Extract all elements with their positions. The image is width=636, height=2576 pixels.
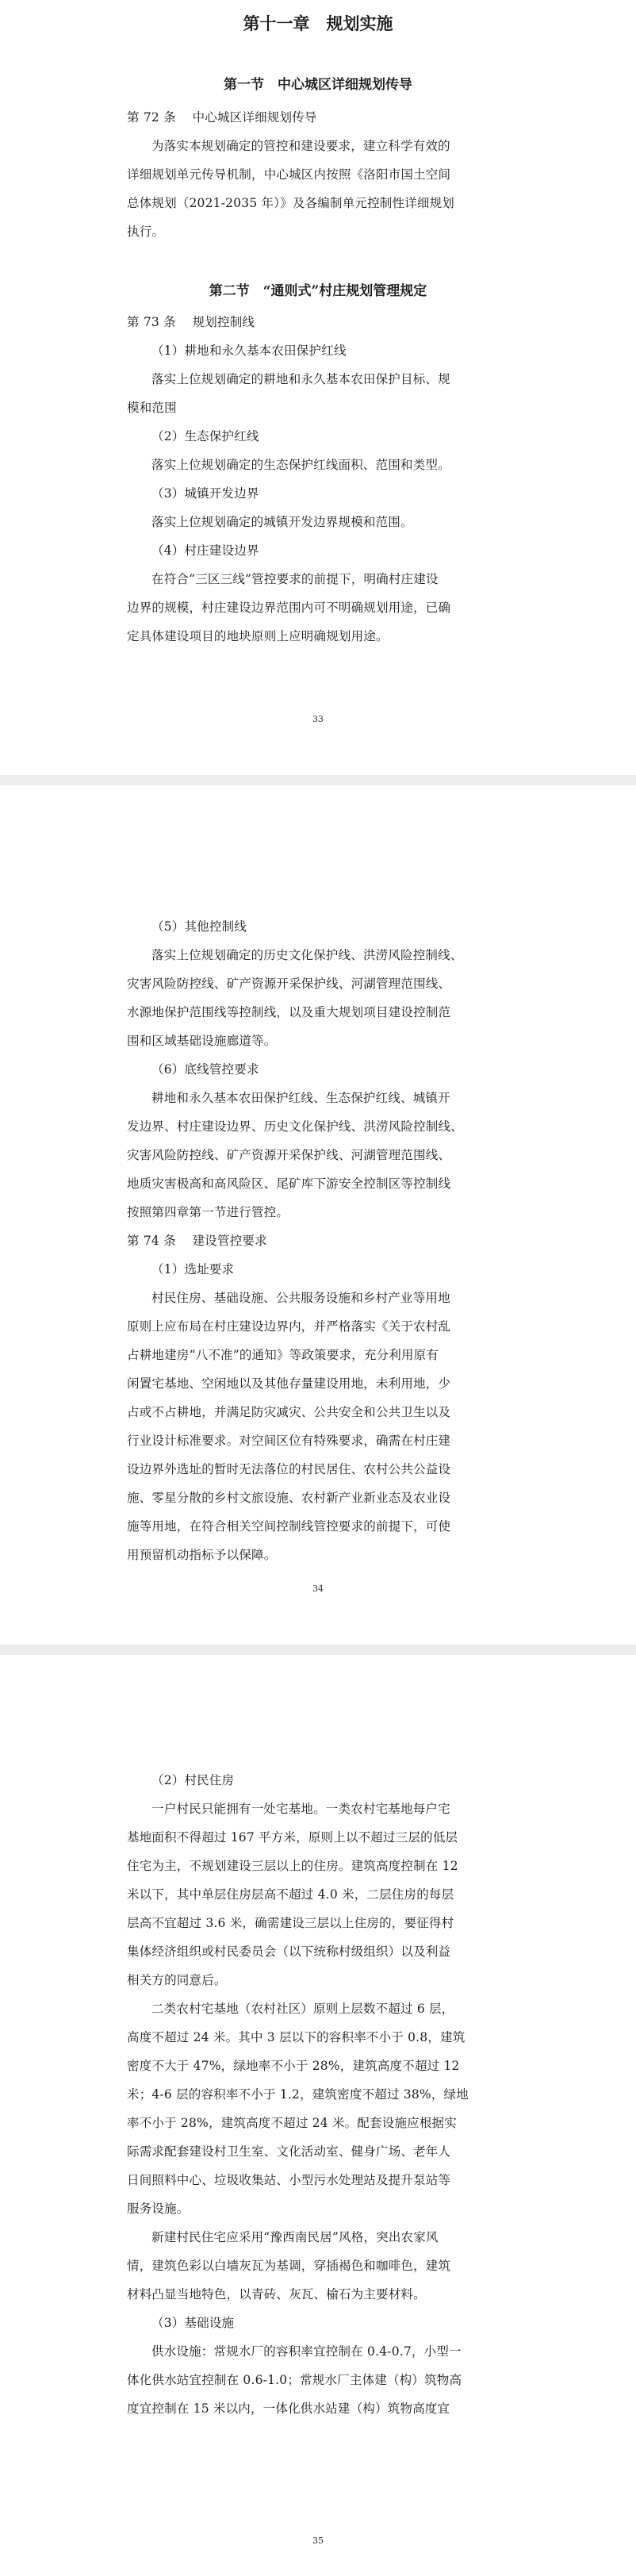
- paragraph-line: 日间照料中心、垃圾收集站、小型污水处理站及提升泵站等: [127, 2173, 451, 2187]
- paragraph-line: 度宜控制在 15 米以内，一体化供水站建（构）筑物高度宜: [127, 2401, 450, 2416]
- paragraph-line: 落实上位规划确定的耕地和永久基本农田保护目标、规: [151, 372, 450, 386]
- paragraph-line: 水源地保护范围线等控制线，以及重大规划项目建设控制范: [127, 1005, 451, 1019]
- paragraph-line: 行业设计标准要求。对空间区位有特殊要求，确需在村庄建: [127, 1434, 451, 1448]
- paragraph-line: 为落实本规划确定的管控和建设要求，建立科学有效的: [151, 139, 450, 153]
- paragraph-line: 体化供水站宜控制在 0.6-1.0；常规水厂主体建（构）筑物高: [127, 2373, 462, 2387]
- document-page-33: [0, 0, 636, 775]
- paragraph-line: 占或不占耕地，并满足防灾减灾、公共安全和公共卫生以及: [127, 1405, 451, 1419]
- paragraph-line: 层高不宜超过 3.6 米，确需建设三层以上住房的，要征得村: [127, 1916, 454, 1930]
- paragraph-line: 耕地和永久基本农田保护红线、生态保护红线、城镇开: [151, 1091, 450, 1105]
- paragraph-line: 闲置宅基地、空闲地以及其他存量建设用地，未利用地，少: [127, 1376, 451, 1391]
- page2-body: [127, 912, 523, 1569]
- paragraph-line: 灾害风险防控线、矿产资源开采保护线、河湖管理范围线、: [127, 1148, 451, 1162]
- paragraph-line: 围和区域基础设施廊道等。: [127, 1034, 277, 1048]
- article-heading-73: 第 73 条 规划控制线: [127, 315, 255, 329]
- paragraph-line: 设边界外选址的暂时无法落位的村民居住、农村公共公益设: [127, 1462, 451, 1476]
- paragraph-line: 米；4-6 层的容积率不小于 1.2，建筑密度不超过 38%，绿地: [127, 2087, 469, 2102]
- paragraph-line: 施、零星分散的乡村文旅设施、农村新产业新业态及农业设: [127, 1491, 451, 1505]
- document-page-34: [0, 785, 636, 1645]
- paragraph-line: 米以下，其中单层住房层高不超过 4.0 米，二层住房的每层: [127, 1887, 454, 1902]
- paragraph-line: 在符合“三区三线”管控要求的前提下，明确村庄建设: [151, 572, 439, 586]
- paragraph-line: 详细规划单元传导机制，中心城区内按照《洛阳市国土空间: [127, 167, 451, 182]
- item-heading: （2）村民住房: [151, 1773, 235, 1787]
- page-number: 34: [312, 1584, 324, 1594]
- paragraph-line: 材料凸显当地特色，以青砖、灰瓦、榆石为主要材料。: [127, 2287, 426, 2302]
- item-heading: （3）城镇开发边界: [151, 486, 259, 501]
- paragraph-line: 占耕地建房“八不准”的通知》等政策要求，充分利用原有: [127, 1348, 439, 1362]
- paragraph-line: 村民住房、基础设施、公共服务设施和乡村产业等用地: [151, 1291, 450, 1305]
- item-heading: （3）基础设施: [151, 2316, 235, 2330]
- paragraph-line: 集体经济组织或村民委员会（以下统称村级组织）以及利益: [127, 1944, 451, 1959]
- paragraph-line: 服务设施。: [127, 2202, 190, 2216]
- paragraph-line: 灾害风险防控线、矿产资源开采保护线、河湖管理范围线、: [127, 977, 451, 991]
- paragraph-line: 发边界、村庄建设边界、历史文化保护线、洪涝风险控制线、: [127, 1119, 463, 1134]
- paragraph-line: 情，建筑色彩以白墙灰瓦为基调，穿插褐色和咖啡色，建筑: [127, 2259, 451, 2273]
- paragraph-line: 供水设施：常规水厂的容积率宜控制在 0.4-0.7，小型一: [151, 2344, 462, 2359]
- paragraph-line: 落实上位规划确定的历史文化保护线、洪涝风险控制线、: [151, 948, 463, 962]
- page1-body-2: [127, 308, 523, 651]
- paragraph-line: 新建村民住宅应采用“豫西南民居”风格，突出农家风: [151, 2230, 439, 2244]
- item-heading: （2）生态保护红线: [151, 429, 259, 443]
- paragraph-line: 边界的规模，村庄建设边界范围内可不明确规划用途，已确: [127, 601, 451, 615]
- paragraph-line: 用预留机动指标予以保障。: [127, 1548, 277, 1562]
- paragraph-line: 基地面积不得超过 167 平方米，原则上以不超过三层的低层: [127, 1830, 458, 1845]
- section-title-2: 第二节 “通则式”村庄规划管理规定: [209, 283, 427, 299]
- paragraph-line: 高度不超过 24 米。其中 3 层以下的容积率不小于 0.8，建筑: [127, 2030, 466, 2044]
- paragraph-line: 执行。: [127, 225, 165, 239]
- paragraph-line: 定具体建设项目的地块原则上应明确规划用途。: [127, 629, 389, 643]
- page1-body: [127, 103, 523, 246]
- item-heading: （1）耕地和永久基本农田保护红线: [151, 344, 347, 358]
- item-heading: （6）底线管控要求: [151, 1062, 259, 1077]
- page-number: 33: [312, 714, 324, 724]
- paragraph-line: 地质灾害极高和高风险区、尾矿库下游安全控制区等控制线: [127, 1177, 451, 1191]
- article-heading-74: 第 74 条 建设管控要求: [127, 1234, 267, 1248]
- paragraph-line: 住宅为主，不规划建设三层以上的住房。建筑高度控制在 12: [127, 1859, 458, 1873]
- paragraph-line: 相关方的同意后。: [127, 1973, 227, 1987]
- paragraph-line: 模和范围: [127, 401, 177, 415]
- item-heading: （5）其他控制线: [151, 919, 247, 934]
- paragraph-line: 按照第四章第一节进行管控。: [127, 1205, 289, 1219]
- paragraph-line: 落实上位规划确定的生态保护红线面积、范围和类型。: [151, 458, 450, 472]
- paragraph-line: 施等用地，在符合相关空间控制线管控要求的前提下，可使: [127, 1519, 451, 1534]
- section-title-1: 第一节 中心城区详细规划传导: [224, 77, 412, 93]
- paragraph-line: 原则上应布局在村庄建设边界内，并严格落实《关于农村乱: [127, 1319, 451, 1334]
- paragraph-line: 二类农村宅基地（农村社区）原则上层数不超过 6 层，: [151, 2002, 454, 2016]
- paragraph-line: 密度不大于 47%，绿地率不小于 28%，建筑高度不超过 12: [127, 2059, 460, 2073]
- chapter-title: 第十一章 规划实施: [243, 13, 393, 33]
- page-number: 35: [312, 2536, 324, 2546]
- paragraph-line: 落实上位规划确定的城镇开发边界规模和范围。: [151, 515, 413, 529]
- paragraph-line: 率不小于 28%，建筑高度不超过 24 米。配套设施应根据实: [127, 2116, 457, 2130]
- article-heading-72: 第 72 条 中心城区详细规划传导: [127, 110, 317, 125]
- document-page-35: [0, 1655, 636, 2576]
- paragraph-line: 际需求配套建设村卫生室、文化活动室、健身广场、老年人: [127, 2144, 451, 2159]
- item-heading: （4）村庄建设边界: [151, 543, 259, 558]
- page3-body: [127, 1766, 523, 2423]
- paragraph-line: 总体规划（2021-2035 年）》及各编制单元控制性详细规划: [127, 196, 455, 210]
- paragraph-line: 一户村民只能拥有一处宅基地。一类农村宅基地每户宅: [151, 1802, 450, 1816]
- item-heading: （1）选址要求: [151, 1262, 235, 1276]
